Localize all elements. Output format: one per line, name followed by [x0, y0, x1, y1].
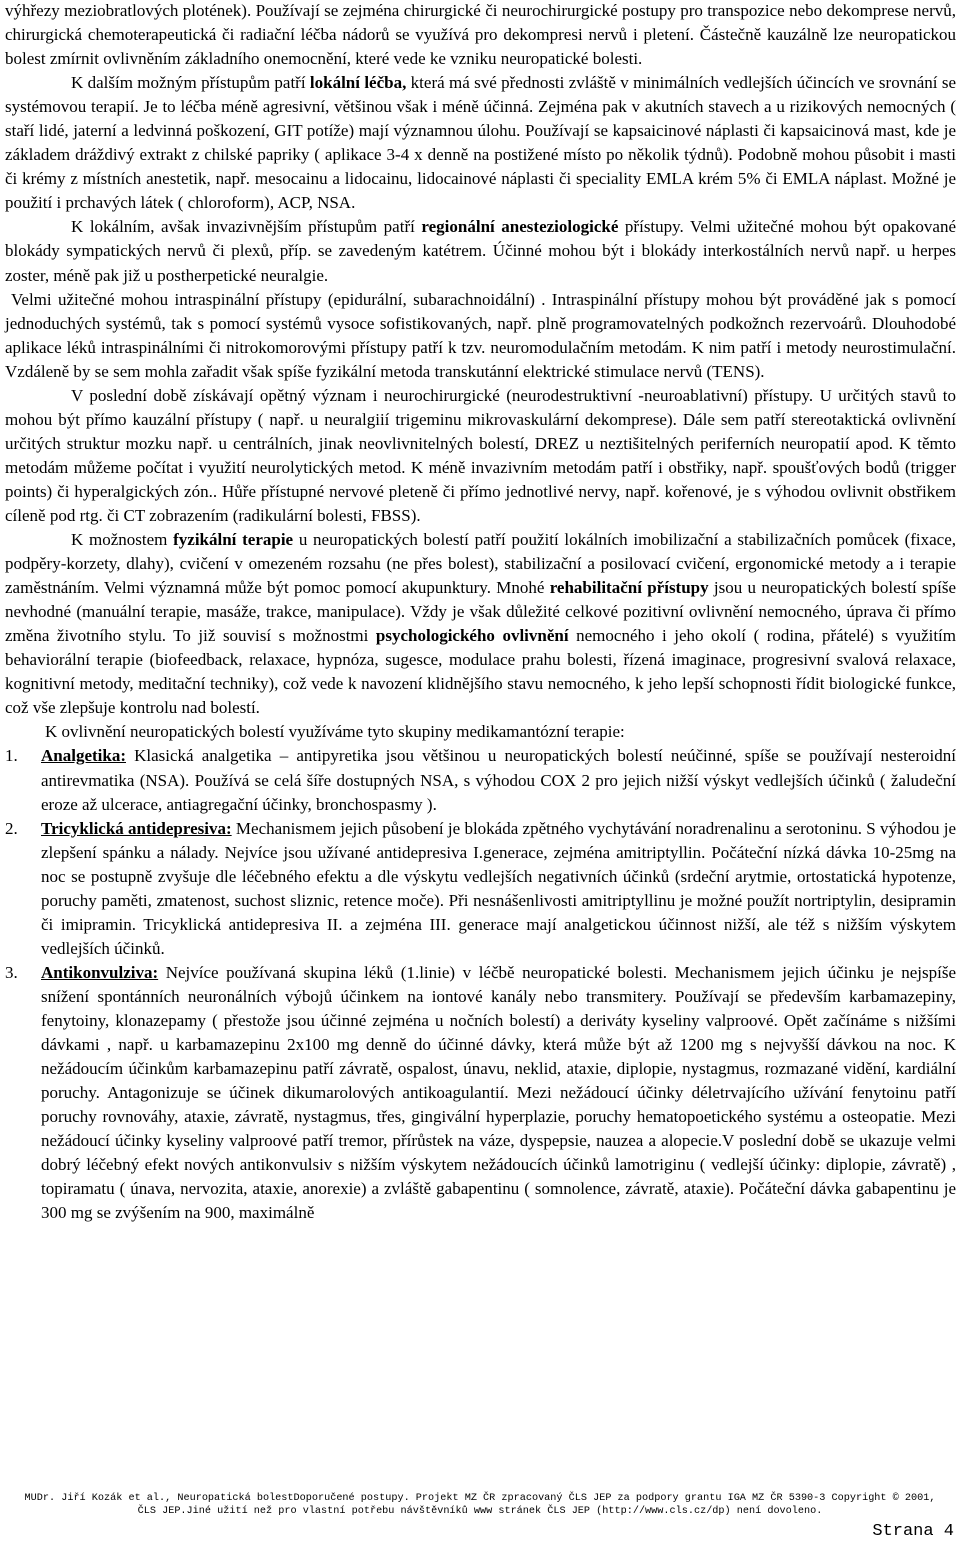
list-number: 2.: [5, 818, 18, 838]
list-item-analgetika: [5, 744, 956, 816]
list-number: 3.: [5, 962, 18, 982]
footer-usage-line: ČLS JEP.Jiné užití než pro vlastní potřebu návštěvníků www stránek ČLS JEP (http://www.cls.cz/dp) není dovoleno.: [137, 1506, 823, 1517]
list-item-antikonvulziva: [5, 961, 956, 1226]
paragraph-surgical: výhřezy meziobratlových plotének). Používají se zejména chirurgické či neurochirurgické postupy pro transpozice nebo dekomprese nervů, chirurgická chemoterapeutická či radiační léčba nádorů se využívá pro dekompresi nervů i pletení. Částečně kauzálně lze neuropatickou bolest zmírnit ovlivněním základního onemocnění, které vede ke vzniku neuropatické bolesti.: [5, 1, 956, 69]
text-run: u neuropatických bolestí patří použití lokálních imobilizační a stabilizačních pomůcek (fixace, podpěry-korzety, dlahy), cvičení v omezeném rozsahu (ne přes bolest), stabilizační a posilovací cvičení, ergonomické metody a i terapie zaměstnáním. Velmi významná může být pomoc pomocí akupunktury. Mnohé: [5, 530, 956, 598]
page-footer: [0, 1492, 960, 1518]
text-run: která má své přednosti zvláště v minimálních vedlejších účincích ve srovnání se systémovou terapií. Je to léčba méně agresivní, většinou však i méně účinná. Zejména pak v akutních stavech a u rizikových nemocných ( staří lidé, jaterní a ledvinná poškození, GIT potíže) mají významnou úlohu. Používají se kapsaicinové náplasti či kapsaicinová mast, kde je základem dráždivý extrakt z chilské papriky ( aplikace 3-4 x denně na postižené místo po několik týdnů). Podobně mohou působit i masti či krémy z místních anestetik, např. mesocainu a lidocainu, lidocainové náplasti či speciality EMLA krém 5% či EMLA náplast. Možné je použití i prchavých látek ( chloroform), ACP, NSA.: [5, 73, 956, 213]
bold-term-rehabilitation: rehabilitační přístupy: [549, 578, 709, 598]
list-item-text: Mechanismem jejich působení je blokáda zpětného vychytávání noradrenalinu a serotoninu. S výhodou je zlepšení spánku a nálady. Nejvíce jsou užívané antidepresiva I.generace, zejména amitriptyllin. Počáteční nízká dávka 10-25mg na noc se postupně zvyšuje dle léčebného efektu a dle výskytu vedlejších negativních účinků (srdeční arytmie, ortostatická hypotenze, poruchy paměti, zmatenost, suchost sliznic, retence moče). Při nesnášenlivosti amitriptyllinu je možné použít nortriptylin, desipramin či imipramin. Tricyklická antidepresiva II. a zejména III. generace mají analgetickou účinnost nižší, ale též s nižším výskytem vedlejších účinků.: [41, 818, 956, 958]
page-number: Strana 4: [872, 1522, 954, 1541]
bold-term-psychological: psychologického ovlivnění: [375, 626, 569, 646]
paragraph-neurosurgical: V poslední době získávají opětný význam i neurochirurgické (neurodestruktivní -neuroablativní) přístupy. U určitých stavů to mohou být přímo kauzální přístupy ( např. u neuralgiií trigeminu mikrovaskulární dekomprese). Dále sem patří stereotaktická ovlivnění určitých struktur mozku např. u centrálních, jinak neovlivnitelných bolestí, DREZ u neztišitelných periferních neuropatií apod. K těmto metodám můžeme počítat i využití neurolytických metod. K méně invazivním metodám patří i obstřiky, např. spoušťových bodů (trigger points) či hyperalgických zón.. Hůře přístupné nervové pleteně či přímo jednotlivé nervy, např. kořenové, je s výhodou ovlivnit obstřikem cíleně pod rtg. či CT zobrazením (radikulární bolesti, FBSS).: [5, 385, 956, 525]
text-run: K dalším možným přístupům patří: [71, 73, 310, 93]
list-item-title: Tricyklická antidepresiva:: [41, 818, 232, 838]
footer-copyright-line: MUDr. Jiří Kozák et al., Neuropatická bolestDoporučené postupy. Projekt MZ ČR zpracovaný ČLS JEP za podpory grantu IGA MZ ČR 5390-3 Copyright © 2001,: [24, 1493, 936, 1504]
paragraph-medication-intro: K ovlivnění neuropatických bolestí využíváme tyto skupiny medikamantózní terapie:: [45, 722, 625, 742]
document-body: [5, 0, 956, 1225]
text-run: K možnostem: [71, 530, 174, 550]
list-number: 1.: [5, 746, 18, 766]
list-item-title: Antikonvulziva:: [41, 962, 159, 982]
text-run: přístupy. Velmi užitečné mohou být opakované blokády sympatických nervů či plexů, příp. se zavedeným katétrem. Účinné mohou být i blokády interkostálních nervů např. u herpes zoster, méně pak již u postherpetické neuralgie.: [5, 217, 957, 285]
paragraph-physical-therapy: [5, 528, 956, 720]
medication-list: [5, 744, 956, 1225]
bold-term-local-therapy: lokální léčba,: [309, 73, 407, 93]
text-run: K lokálním, avšak invazivnějším přístupům patří: [71, 217, 422, 237]
list-item-text: Nejvíce používaná skupina léků (1.linie) v léčbě neuropatické bolesti. Mechanismem jejich účinku je nejspíše snížení spontánních neuronálních výbojů účinkem na iontové kanály nebo transmitery. Používají se především karbamazepiny, fenytoiny, klonazepamy ( přestože jsou účinné zejména u nočních bolestí) a deriváty kyseliny valproové. Opět začínáme s nižšími dávkami , např. u karbamazepinu 2x100 mg denně do účinné dávky, která může být až 1200 mg s nejvyšší dávkou na noc. K nežádoucím účinkům karbamazepinu patří závratě, ospalost, únavu, neklid, ataxie, diplopie, nystagmus, rozmazané vidění, kardiální poruchy. Antagonizuje se účinek dikumarolových antikoagulantií. Mezi nežádoucí účinky déletrvajícího užívání fenytoinu patří poruchy rovnováhy, ataxie, závratě, nystagmus, třes, gingivální hyperplazie, poruchy hematopoetického systému a osteopatie. Mezi nežádoucí účinky kyseliny valproové patří tremor, přírůstek na váze, dyspepsie, nauzea a alopecie.V poslední době se ukazuje velmi dobrý léčebný efekt nových antikonvulsiv s nižším výskytem nežádoucích účinků lamotriginu ( vedlejší účinky: diplopie, závratě) , topiramatu ( únava, nervozita, ataxie, anorexie) a zvláště gabapentinu ( somnolence, závratě, ataxie). Počáteční dávka gabapentinu je 300 mg se zvýšením na 900, maximálně: [41, 962, 956, 1223]
paragraph-regional-anesthesia: [5, 215, 956, 287]
bold-term-regional-anesthesia: regionální anesteziologické: [421, 217, 619, 237]
text-run: jsou u neuropatických bolestí spíše nevhodné (manuální terapie, masáže, trakce, manipulace). Vždy je však důležité celkové pozitivní ovlivnění nemocného, úprava či přímo změna životního stylu. To již souvisí s možnostmi: [5, 578, 957, 646]
paragraph-intraspinal: Velmi užitečné mohou intraspinální přístupy (epidurální, subarachnoidální) . Intraspinální přístupy mohou být prováděné jak s pomocí jednoduchých systémů, tak s pomocí systémů vysoce sofistikovaných, např. plně programovatelných podkožnch rezervoárů. Dlouhodobé aplikace léků intraspinálními či nitrokomorovými přístupy patří k tzv. neuromodulačním metodám. K nim patří i metody neurostimulační. Vzdáleně by se sem mohla zařadit však spíše fyzikální metoda transkutánní elektrické stimulace nervů (TENS).: [5, 289, 956, 381]
paragraph-local-therapy: [5, 71, 956, 215]
list-item-antidepresiva: [5, 817, 956, 961]
bold-term-physical-therapy: fyzikální terapie: [173, 530, 294, 550]
list-item-text: Klasická analgetika – antipyretika jsou většinou u neuropatických bolestí neúčinné, spíše se používají nesteroidní antirevmatika (NSA). Používá se celá šíře dostupných NSA, s výhodou COX 2 pro jejich nižší výskyt vedlejších účinků ( žaludeční eroze až ulcerace, antiagregační účinky, bronchospasmy ).: [41, 746, 956, 814]
list-item-title: Analgetika:: [41, 746, 126, 766]
text-run: nemocného i jeho okolí ( rodina, přátelé) s využitím behaviorální terapie (biofeedback, relaxace, hypnóza, sugesce, modulace prahu bolesti, řízená imaginace, progresivní svalová relaxace, kognitivní metody, meditační techniky), což vede k navození klidnějšího stavu nemocného, k jeho lepší schopnosti řídit biologické funkce, což vše zlepšuje kontrolu nad bolestí.: [5, 626, 957, 718]
